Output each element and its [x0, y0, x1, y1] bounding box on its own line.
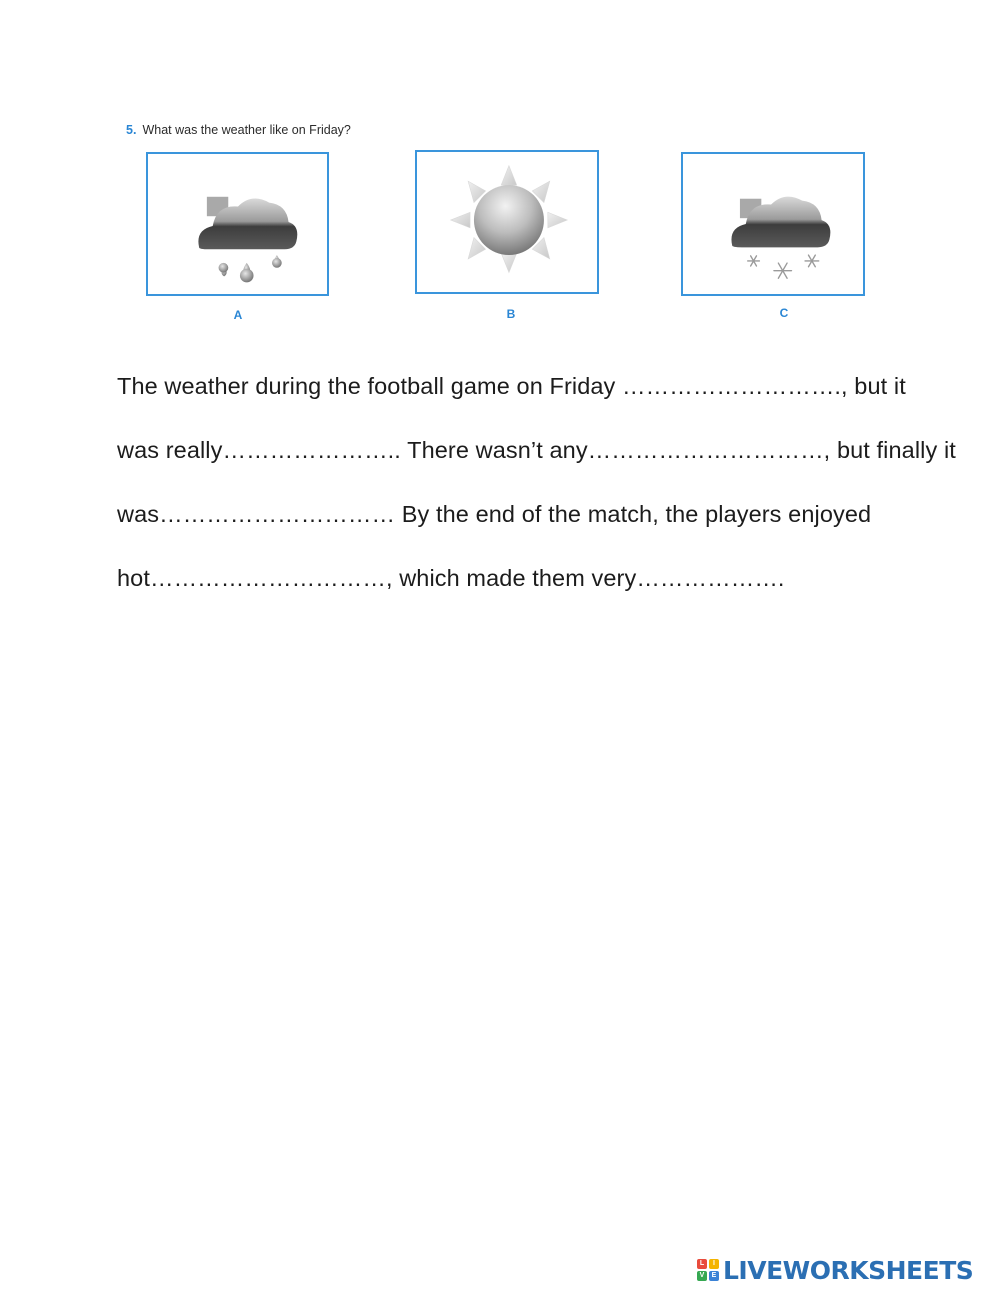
- paragraph-line-2: was really………………….. There wasn’t any…………………………, but finally it: [117, 437, 956, 463]
- option-c-picture[interactable]: [681, 152, 865, 296]
- option-a-label: A: [233, 308, 243, 322]
- option-a-picture[interactable]: [146, 152, 329, 296]
- paragraph-line-4: hot…………………………, which made them very……………….: [117, 565, 785, 591]
- snow-cloud-icon: [683, 154, 863, 294]
- logo-text: LIVEWORKSHEETS: [723, 1255, 974, 1285]
- option-c-label: C: [779, 306, 789, 320]
- option-b-picture[interactable]: [415, 150, 599, 294]
- question-header: [126, 123, 351, 137]
- sun-icon: [417, 152, 597, 292]
- rain-cloud-icon: [148, 154, 327, 294]
- liveworksheets-logo: [697, 1255, 973, 1285]
- logo-square-e: E: [709, 1271, 719, 1281]
- paragraph-line-3: was………………………… By the end of the match, the players enjoyed: [117, 501, 872, 527]
- logo-square-l: L: [697, 1259, 707, 1269]
- logo-squares: [697, 1259, 719, 1281]
- logo-square-v: V: [697, 1271, 707, 1281]
- question-number: 5.: [126, 123, 137, 137]
- logo-square-i: I: [709, 1259, 719, 1269]
- paragraph-line-1: The weather during the football game on Friday ………………………., but it: [117, 373, 906, 399]
- question-text: What was the weather like on Friday?: [142, 123, 351, 137]
- option-b-label: B: [506, 307, 516, 321]
